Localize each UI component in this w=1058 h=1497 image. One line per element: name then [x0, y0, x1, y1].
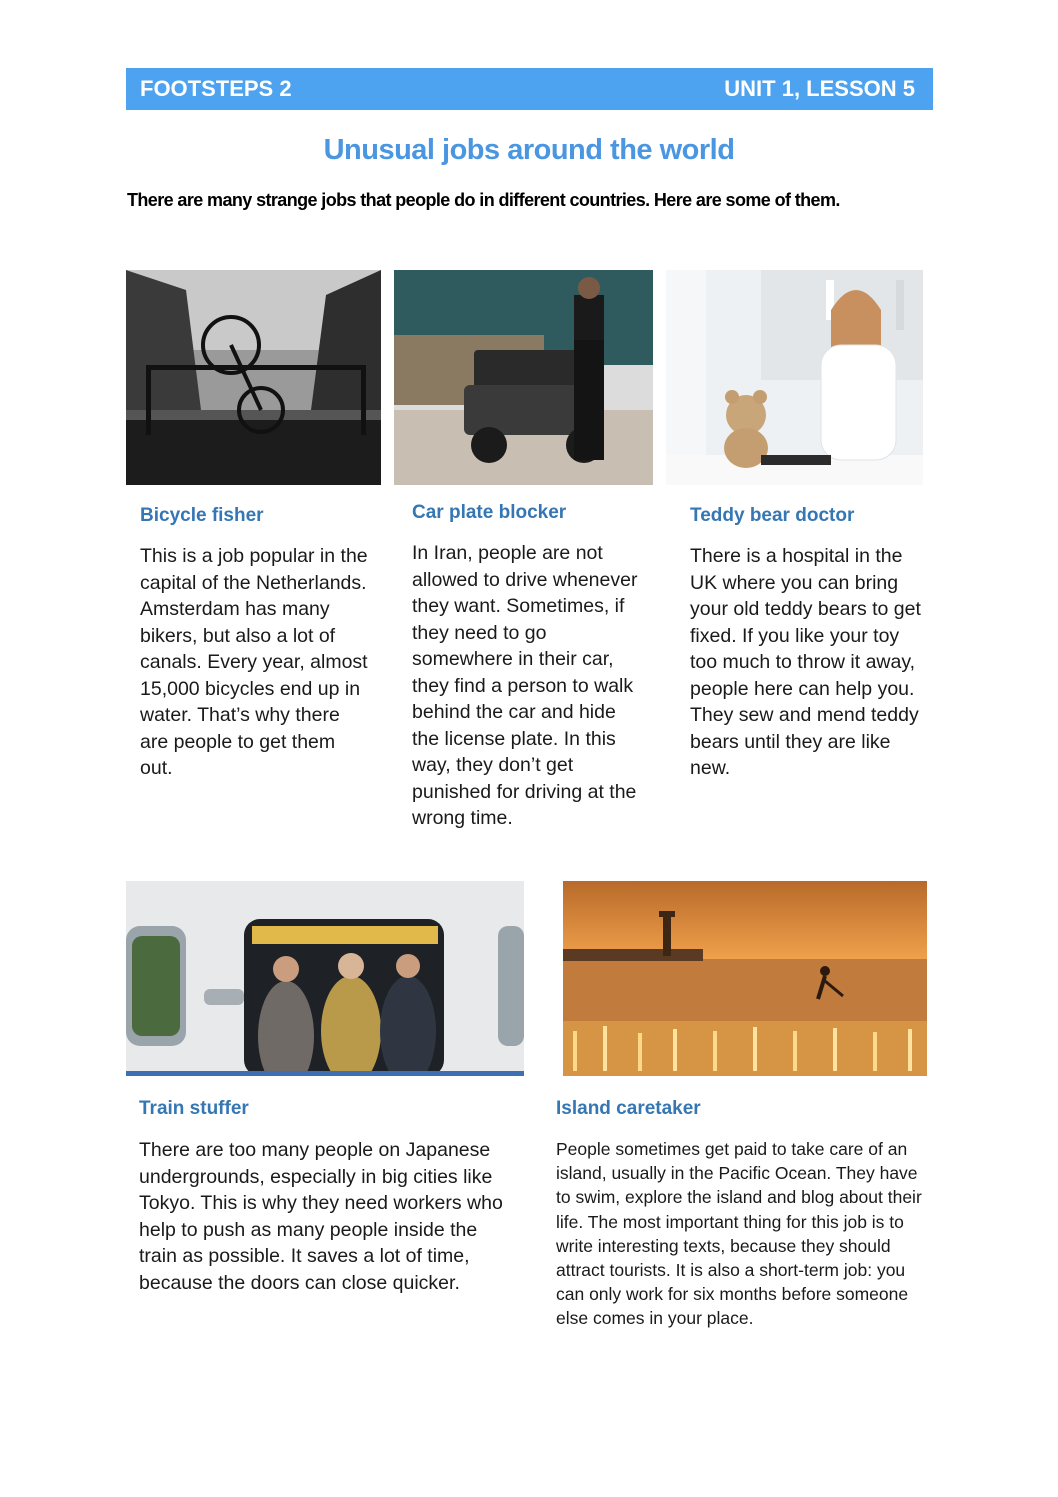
job-text-teddy-bear-doctor: There is a hospital in the UK where you can bring your old teddy bears to get fixed. If you like your toy too much to throw it away, people here can help you. They sew and mend teddy bears until they are like new. [690, 545, 921, 779]
job-title-train-stuffer: Train stuffer [139, 1098, 249, 1119]
job-title-car-plate-blocker: Car plate blocker [412, 502, 567, 523]
photo-train-crowd [126, 881, 524, 1076]
job-text-bicycle-fisher: This is a job popular in the capital of the Netherlands. Amsterdam has many bikers, but also a lot of canals. Every year, almost 15,000 bicycles end up in water. That’s why there are people to get them out. [140, 545, 368, 779]
photo-teddy-doctor [666, 270, 923, 485]
job-title-teddy-bear-doctor: Teddy bear doctor [690, 505, 855, 526]
photo-island-sunset [563, 881, 927, 1076]
header-bar [126, 68, 933, 110]
job-text-island-caretaker: People sometimes get paid to take care of an island, usually in the Pacific Ocean. They have to swim, explore the island and blog about their life. The most important thing for this job is to write interesting texts, because they should attract tourists. It is also a short-term job: you can only work for six months before someone else comes in your place. [556, 1139, 922, 1329]
photo-bicycle-canal [126, 270, 381, 485]
job-text-car-plate-blocker: In Iran, people are not allowed to drive whenever they want. Sometimes, if they need to go somewhere in their car, they find a person to walk behind the car and hide the license plate. In this way, they don’t get punished for driving at the wrong time. [412, 542, 638, 829]
job-title-island-caretaker: Island caretaker [556, 1098, 701, 1119]
photo-car-plate [394, 270, 653, 485]
job-text-train-stuffer: There are too many people on Japanese undergrounds, especially in big cities like Tokyo. This is why they need workers who help to push as many people inside the train as possible. It saves a lot of time, because the doors can close quicker. [139, 1139, 503, 1294]
header-lesson: UNIT 1, LESSON 5 [724, 76, 915, 101]
intro-text: There are many strange jobs that people do in different countries. Here are some of them. [127, 190, 840, 210]
header-course: FOOTSTEPS 2 [140, 76, 292, 101]
page-title: Unusual jobs around the world [323, 134, 735, 166]
job-title-bicycle-fisher: Bicycle fisher [140, 505, 264, 526]
